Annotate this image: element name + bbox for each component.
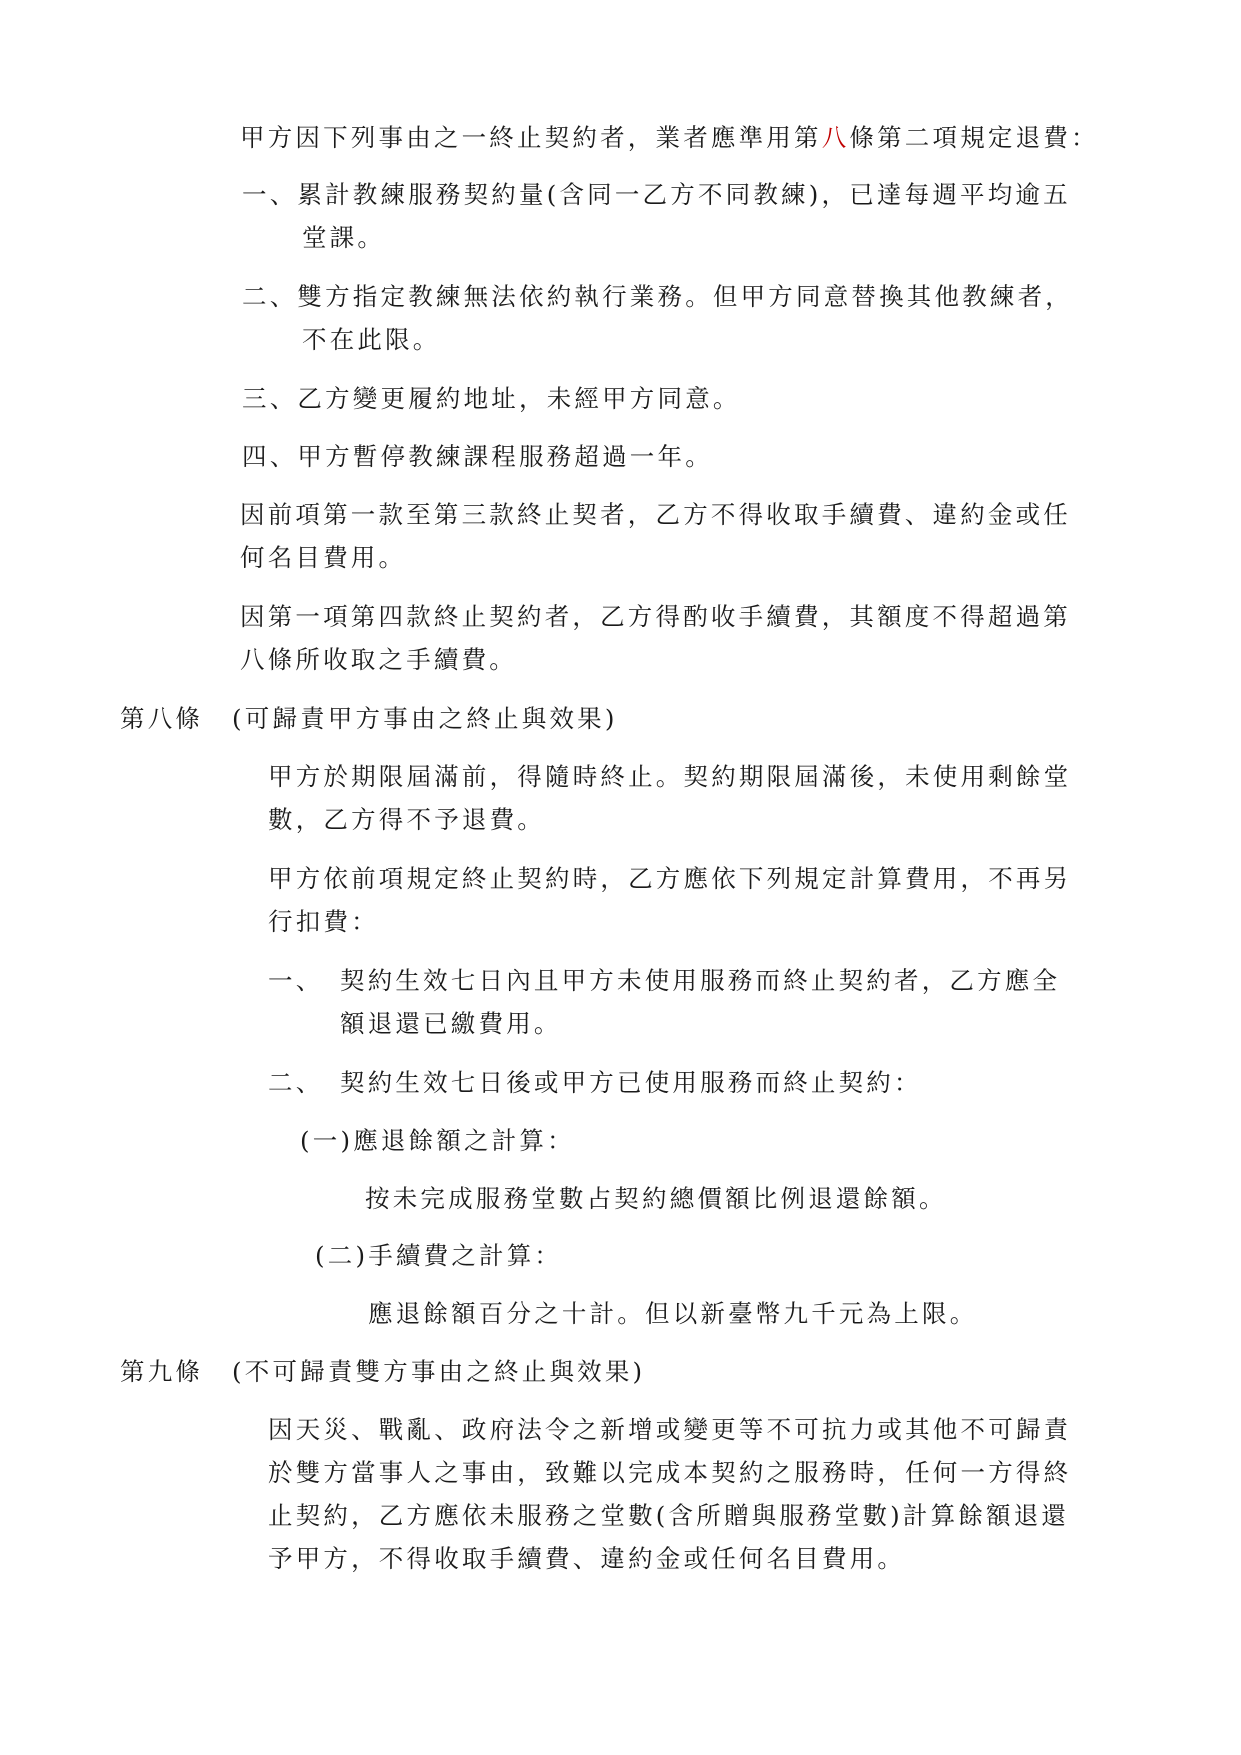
article-8-para-1-line-1: 甲方於期限屆滿前，得隨時終止。契約期限屆滿後，未使用剩餘堂 (268, 762, 1072, 791)
item-3-line: 三、乙方變更履約地址，未經甲方同意。 (242, 384, 741, 413)
item-2-line-2: 不在此限。 (302, 325, 441, 354)
para-a-line-1: 因前項第一款至第三款終止契者，乙方不得收取手續費、違約金或任 (240, 500, 1071, 529)
article-9-title: (不可歸責雙方事由之終止與效果) (232, 1357, 646, 1386)
para-b-line-1: 因第一項第四款終止契約者，乙方得酌收手續費，其額度不得超過第 (240, 602, 1071, 631)
article-8-sub-2-2-title: (二)手續費之計算： (315, 1241, 563, 1270)
article-8-para-1-line-2: 數，乙方得不予退費。 (268, 805, 545, 834)
article-8-sub-2-2-text: 應退餘額百分之十計。但以新臺幣九千元為上限。 (368, 1299, 978, 1328)
intro-highlight-article-number: 八 (821, 123, 850, 152)
article-9-number: 第九條 (120, 1357, 204, 1386)
item-4-line: 四、甲方暫停教練課程服務超過一年。 (242, 442, 713, 471)
article-9-line-3: 止契約，乙方應依未服務之堂數(含所贈與服務堂數)計算餘額退還 (268, 1501, 1070, 1530)
item-2-line-1: 二、雙方指定教練無法依約執行業務。但甲方同意替換其他教練者， (242, 282, 1073, 311)
article-8-sub-2-1-text: 按未完成服務堂數占契約總價額比例退還餘額。 (365, 1184, 947, 1213)
article-8-sub-2-1-title: (一)應退餘額之計算： (300, 1126, 575, 1155)
article-9-line-4: 予甲方，不得收取手續費、違約金或任何名目費用。 (268, 1544, 906, 1573)
article-8-para-2-line-1: 甲方依前項規定終止契約時，乙方應依下列規定計算費用，不再另 (268, 864, 1072, 893)
article-9-line-1: 因天災、戰亂、政府法令之新增或變更等不可抗力或其他不可歸責 (268, 1415, 1072, 1444)
para-b-line-2: 八條所收取之手續費。 (240, 645, 517, 674)
article-8-para-2-line-2: 行扣費： (268, 907, 379, 936)
article-8-title: (可歸責甲方事由之終止與效果) (232, 704, 618, 733)
article-8-sub-2-line: 契約生效七日後或甲方已使用服務而終止契約： (340, 1068, 922, 1097)
item-1-line-2: 堂課。 (302, 223, 386, 252)
item-1-line-1: 一、累計教練服務契約量(含同一乙方不同教練)，已達每週平均逾五 (242, 180, 1071, 209)
intro-text-post: 條第二項規定退費： (849, 123, 1099, 152)
intro-line (240, 123, 1099, 152)
article-8-number: 第八條 (120, 704, 204, 733)
article-8-sub-1-line-1: 契約生效七日內且甲方未使用服務而終止契約者，乙方應全 (340, 966, 1061, 995)
article-8-sub-1-label: 一、 (268, 966, 324, 995)
article-9-line-2: 於雙方當事人之事由，致難以完成本契約之服務時，任何一方得終 (268, 1458, 1072, 1487)
article-8-sub-1-line-2: 額退還已繳費用。 (340, 1009, 562, 1038)
intro-text-pre: 甲方因下列事由之一終止契約者，業者應準用第 (240, 123, 822, 152)
para-a-line-2: 何名目費用。 (240, 543, 407, 572)
article-8-sub-2-label: 二、 (268, 1068, 324, 1097)
